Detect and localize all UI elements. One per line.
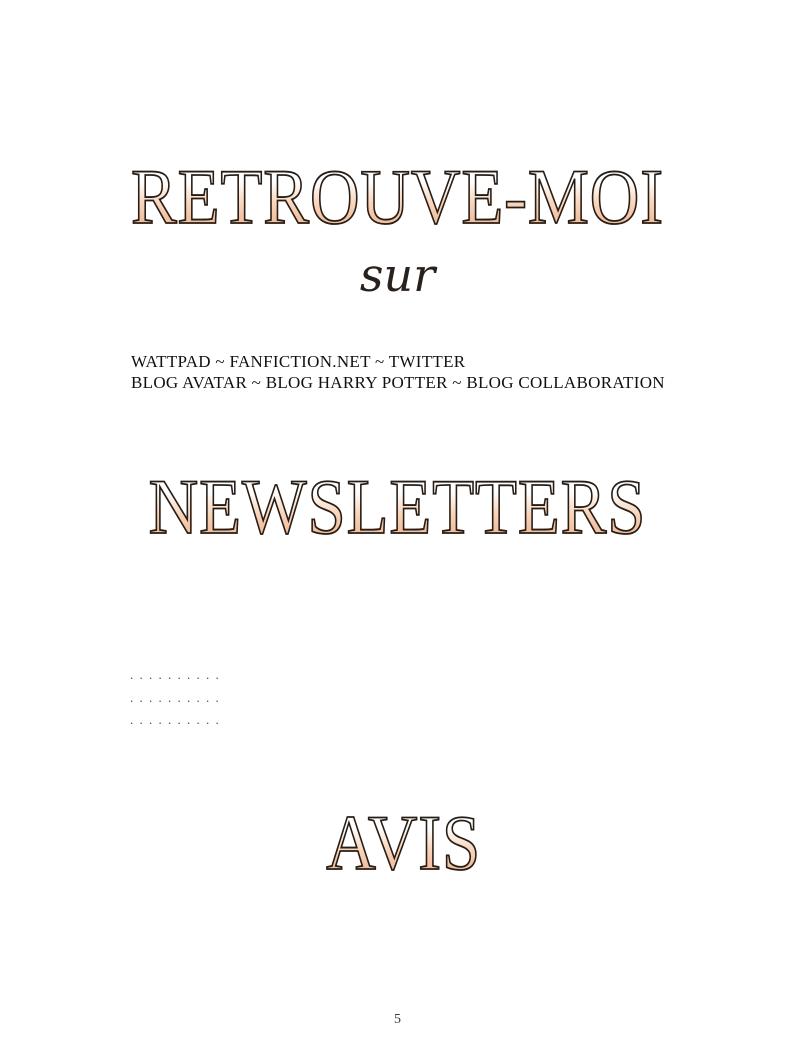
- dotted-line: . . . . . . . . . .: [130, 667, 221, 682]
- avis-title: AVIS: [48, 804, 748, 882]
- dotted-lines: [130, 664, 220, 732]
- dotted-line: . . . . . . . . . .: [130, 712, 221, 727]
- main-title: RETROUVE-MOI: [48, 158, 748, 236]
- page-number: 5: [394, 1012, 401, 1027]
- newsletters-title: NEWSLETTERS: [48, 468, 748, 546]
- subtitle-sur: sur: [359, 248, 436, 302]
- dotted-line: . . . . . . . . . .: [130, 689, 221, 705]
- platform-line-socials: WATTPAD ~ FANFICTION.NET ~ TWITTER: [131, 352, 466, 371]
- platform-list: [131, 351, 665, 393]
- platform-line-blogs: BLOG AVATAR ~ BLOG HARRY POTTER ~ BLOG COLLABORATION: [131, 373, 665, 392]
